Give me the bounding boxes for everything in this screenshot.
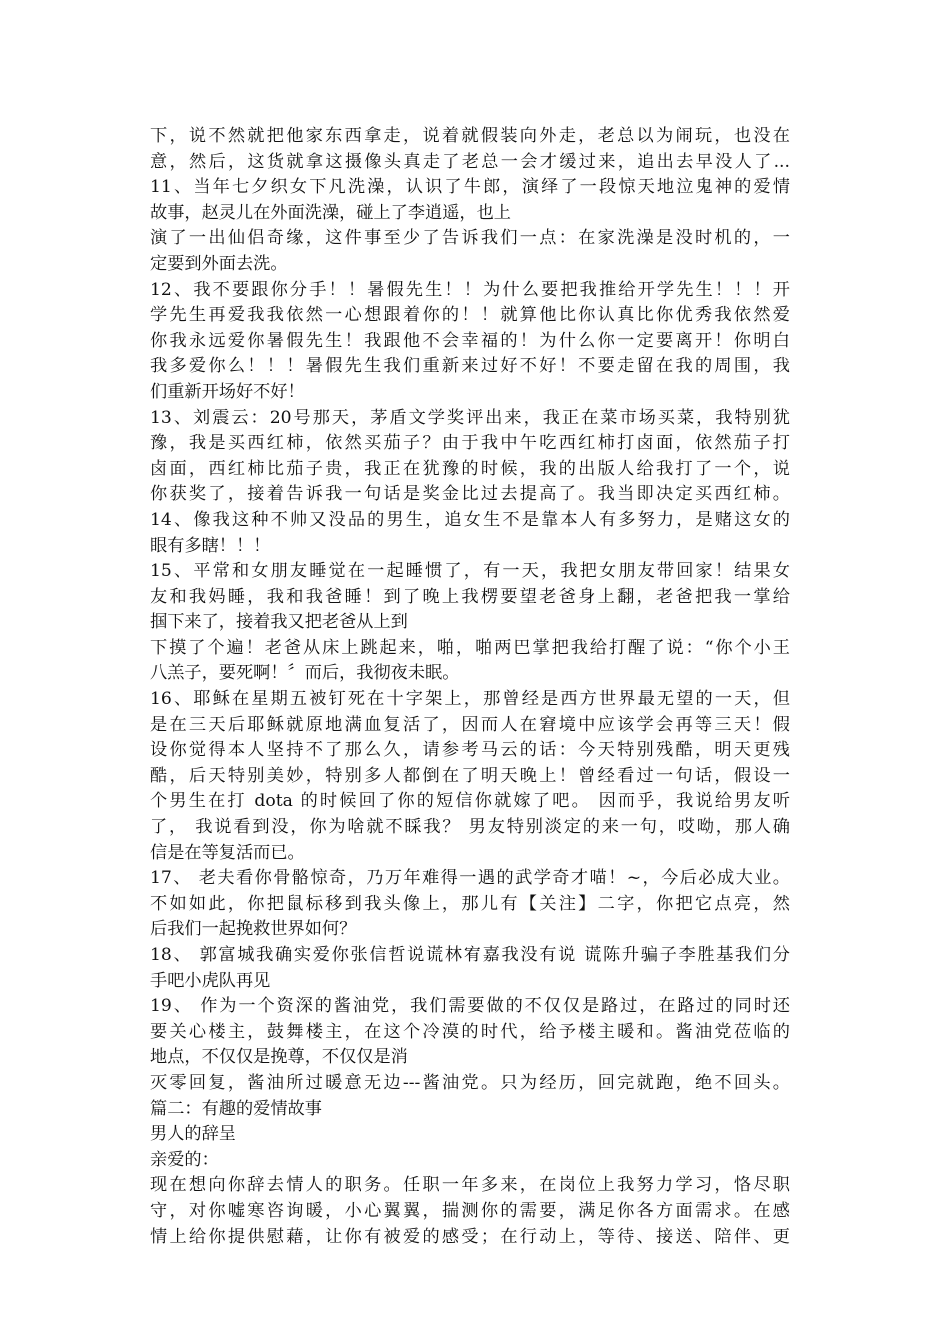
- text-line: 设你觉得本人坚持不了那么久，请参考马云的话：今天特别残酷，明天更残: [150, 740, 790, 761]
- text-line: 演了一出仙侣奇缘，这件事至少了告诉我们一点：在家洗澡是没时机的，一: [150, 228, 790, 249]
- text-line: 豫，我是买西红柿，依然买茄子？由于我中午吃西红柿打卤面，依然茄子打: [150, 433, 790, 454]
- text-line: 16、耶稣在星期五被钉死在十字架上，那曾经是西方世界最无望的一天，但: [150, 689, 790, 710]
- text-line: 18、 郭富城我确实爱你张信哲说谎林宥嘉我没有说 谎陈升骗子李胜基我们分: [150, 945, 790, 965]
- document-body: [150, 124, 790, 1250]
- text-line: 我多爱你么！！！暑假先生我们重新来过好不好！不要走留在我的周围，我: [150, 356, 790, 377]
- text-line: 故事，赵灵儿在外面洗澡，碰上了李逍遥，也上: [150, 202, 511, 223]
- text-line: 友和我妈睡，我和我爸睡！到了晚上我楞要望老爸身上翻，老爸把我一掌给: [150, 586, 790, 607]
- text-line: 卤面，西红柿比茄子贵，我正在犹豫的时候，我的出版人给我打了一个，说: [150, 458, 790, 479]
- text-line: 地点，不仅仅是挽尊，不仅仅是消: [150, 1047, 408, 1068]
- text-line: 11、当年七夕织女下凡洗澡，认识了牛郎，演绎了一段惊天地泣鬼神的爱情: [150, 177, 790, 198]
- text-line: 下，说不然就把他家东西拿走，说着就假装向外走，老总以为闹玩，也没在: [150, 126, 790, 146]
- text-line: 守，对你嘘寒咨询暖，小心翼翼，揣测你的需要，满足你各方面需求。在感: [150, 1200, 790, 1221]
- text-line: 下摸了个遍！老爸从床上跳起来，啪，啪两巴掌把我给打醒了说：“你个小王: [150, 637, 790, 658]
- text-line: 学先生再爱我我依然一心想跟着你的！！就算他比你认真比你优秀我依然爱: [150, 305, 790, 326]
- text-line: 19、 作为一个资深的酱油党，我们需要做的不仅仅是路过，在路过的同时还: [150, 996, 790, 1017]
- text-line: 了， 我说看到没，你为啥就不睬我？ 男友特别淡定的来一句，哎呦，那人确: [150, 817, 790, 838]
- text-line: 15、平常和女朋友睡觉在一起睡惯了，有一天，我把女朋友带回家！结果女: [150, 561, 790, 582]
- text-line: 要关心楼主，鼓舞楼主，在这个冷漠的时代，给予楼主暖和。酱油党莅临的: [150, 1021, 790, 1042]
- text-line: 意，然后，这货就拿这摄像头真走了老总一会才缓过来，追出去早没人了...: [150, 151, 790, 172]
- text-line: 17、 老夫看你骨骼惊奇，乃万年难得一遇的武学奇才喵！~，今后必成大业。: [150, 868, 790, 889]
- text-line: 篇二：有趣的爱情故事: [150, 1098, 322, 1119]
- text-line: 13、刘震云：20号那天，茅盾文学奖评出来，我正在菜市场买菜，我特别犹: [150, 407, 790, 428]
- text-line: 情上给你提供慰藉，让你有被爱的感受；在行动上，等待、接送、陪伴、更: [150, 1226, 790, 1247]
- text-line: 手吧小虎队再见: [150, 970, 271, 991]
- text-line: 们重新开场好不好！: [150, 381, 305, 402]
- text-line: 个男生在打 dota 的时候回了你的短信你就嫁了吧。 因而乎，我说给男友听: [150, 791, 790, 812]
- text-line: 12、我不要跟你分手！！暑假先生！！为什么要把我推给开学先生！！！开: [150, 279, 790, 300]
- text-line: 现在想向你辞去情人的职务。任职一年多来，在岗位上我努力学习，恪尽职: [150, 1175, 790, 1196]
- text-line: 你获奖了，接着告诉我一句话是奖金比过去提高了。我当即决定买西红柿。: [150, 484, 790, 505]
- text-line: 酷，后天特别美妙，特别多人都倒在了明天晚上！曾经看过一句话，假设一: [150, 765, 790, 786]
- text-line: 八羔子，要死啊！〞而后，我彻夜未眠。: [150, 663, 460, 684]
- text-line: 是在三天后耶稣就原地满血复活了，因而人在窘境中应该学会再等三天！假: [150, 714, 790, 735]
- text-line: 后我们一起挽救世界如何？: [150, 919, 357, 940]
- text-line: 亲爱的：: [150, 1149, 219, 1170]
- text-line: 掴下来了，接着我又把老爸从上到: [150, 612, 408, 633]
- text-line: 男人的辞呈: [150, 1124, 236, 1145]
- text-line: 不如如此，你把鼠标移到我头像上，那儿有【关注】二字，你把它点亮，然: [150, 893, 790, 914]
- text-line: 14、像我这种不帅又没品的男生，追女生不是靠本人有多努力，是赌这女的: [150, 509, 790, 530]
- text-line: 灭零回复，酱油所过暖意无边---酱油党。只为经历，回完就跑，绝不回头。: [150, 1072, 790, 1093]
- text-line: 眼有多瞎！！！: [150, 535, 271, 556]
- text-line: 信是在等复活而已。: [150, 842, 305, 863]
- text-line: 定要到外面去洗。: [150, 253, 288, 274]
- text-line: 你我永远爱你暑假先生！我跟他不会幸福的！为什么你一定要离开！你明白: [150, 330, 790, 351]
